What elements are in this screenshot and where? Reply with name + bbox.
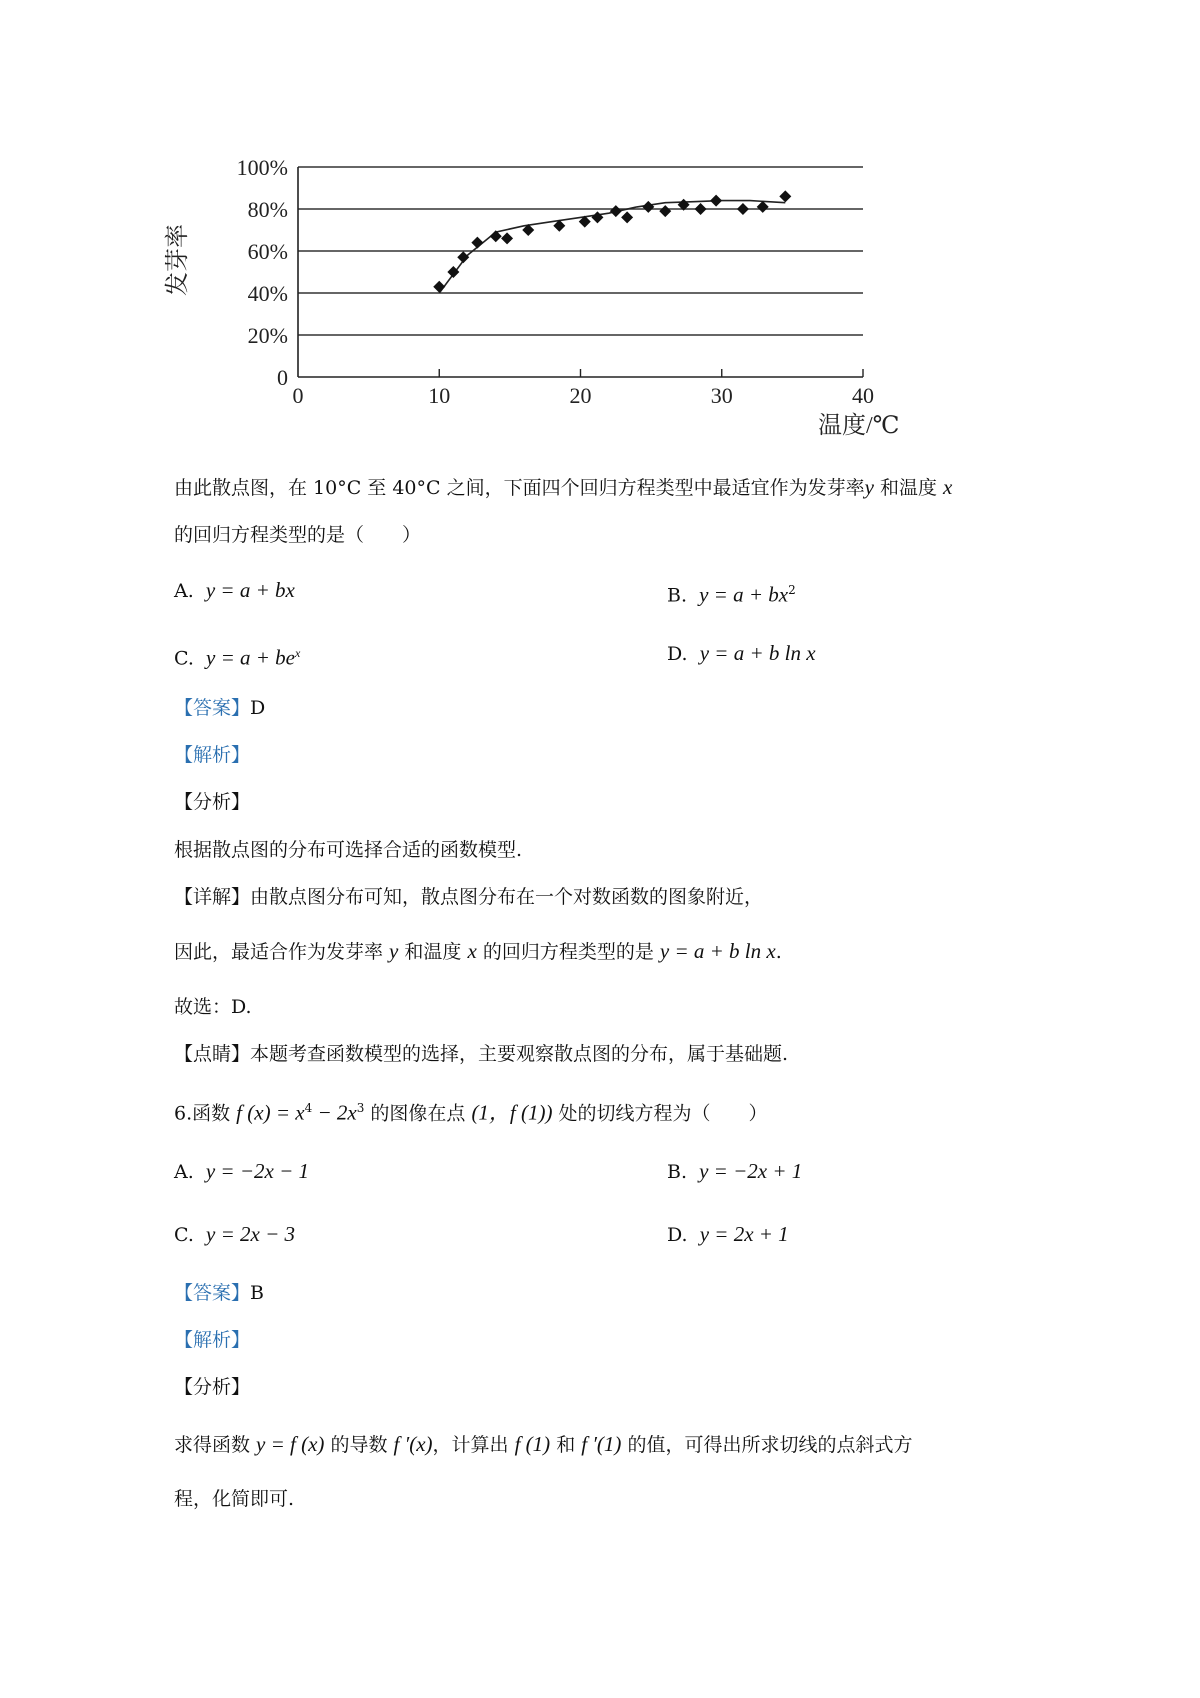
data-point bbox=[737, 203, 749, 215]
q5-fenxi-text: 根据散点图的分布可选择合适的函数模型. bbox=[174, 839, 523, 861]
y-tick-label: 20% bbox=[247, 323, 288, 348]
chart-axes bbox=[298, 167, 863, 377]
q5-option-b: B. $y = a + bx^2$ bbox=[667, 582, 796, 607]
y-tick-label: 80% bbox=[247, 197, 288, 222]
q5-analysis-tag: 【解析】 bbox=[174, 744, 251, 766]
q6-option-d: D. y = 2x + 1 bbox=[667, 1222, 789, 1246]
data-point bbox=[591, 211, 603, 223]
data-point bbox=[501, 232, 513, 244]
x-tick-label: 30 bbox=[710, 383, 733, 408]
data-point bbox=[433, 281, 445, 293]
q6-option-c: C. y = 2x − 3 bbox=[174, 1222, 295, 1246]
q5-detail: 【详解】由散点图分布可知，散点图分布在一个对数函数的图象附近， bbox=[174, 886, 764, 908]
data-point bbox=[621, 211, 633, 223]
data-points bbox=[433, 190, 791, 292]
q6-fenxi-text: 求得函数 y = f (x) 的导数 f ′(x)，计算出 f (1) 和 f ′(1) 的值，可得出所求切线的点斜式方 bbox=[174, 1432, 913, 1456]
y-axis-label: 发芽率 bbox=[165, 224, 191, 296]
data-point bbox=[659, 205, 671, 217]
data-point bbox=[471, 237, 483, 249]
q5-detail-line2: 因此，最适合作为发芽率 y 和温度 x 的回归方程类型的是 y = a + b ln x. bbox=[174, 939, 782, 963]
y-tick-label: 100% bbox=[236, 155, 288, 180]
q5-option-d: D. y = a + b ln x bbox=[667, 641, 816, 665]
data-point bbox=[779, 190, 791, 202]
germination-scatter-chart bbox=[160, 150, 1010, 455]
q6-option-a: A. y = −2x − 1 bbox=[174, 1159, 310, 1183]
data-point bbox=[490, 230, 502, 242]
q6-stem: 6.函数 f $(x) = x^4 - 2x^3$ 的图像在点 (1，f (1)) 处的切线方程为（ ） bbox=[174, 1100, 768, 1125]
q5-answer: 【答案】D bbox=[174, 697, 266, 719]
x-tick-label: 20 bbox=[569, 383, 592, 408]
data-point bbox=[457, 251, 469, 263]
x-tick-labels bbox=[293, 383, 875, 408]
q5-fenxi-tag: 【分析】 bbox=[174, 791, 251, 813]
x-tick-label: 40 bbox=[852, 383, 874, 408]
data-point bbox=[695, 203, 707, 215]
data-point bbox=[710, 195, 722, 207]
q5-stem-line2: 的回归方程类型的是（ ） bbox=[174, 524, 422, 546]
data-point bbox=[757, 201, 769, 213]
data-point bbox=[642, 201, 654, 213]
x-axis-label: 温度/℃ bbox=[818, 413, 900, 439]
y-tick-labels bbox=[237, 155, 288, 390]
q5-stem-line1: 由此散点图，在 10°C 至 40°C 之间，下面四个回归方程类型中最适宜作为发芽率y 和温度 x bbox=[174, 475, 953, 499]
data-point bbox=[610, 205, 622, 217]
q6-fenxi-tag: 【分析】 bbox=[174, 1376, 251, 1398]
y-tick-label: 40% bbox=[247, 281, 288, 306]
y-tick-label: 0 bbox=[277, 365, 288, 390]
horizontal-gridlines bbox=[298, 167, 863, 335]
x-tick-label: 10 bbox=[428, 383, 451, 408]
q5-choose: 故选：D. bbox=[174, 996, 252, 1018]
y-tick-label: 60% bbox=[247, 239, 288, 264]
x-tick-label: 0 bbox=[292, 383, 304, 408]
q5-option-a: A. y = a + bx bbox=[174, 578, 295, 602]
q6-answer: 【答案】B bbox=[174, 1282, 264, 1304]
q6-fenxi-line2: 程，化简即可. bbox=[174, 1488, 295, 1510]
q6-option-b: B. y = −2x + 1 bbox=[667, 1159, 803, 1183]
q5-review: 【点睛】本题考查函数模型的选择，主要观察散点图的分布，属于基础题. bbox=[174, 1043, 789, 1065]
fitted-curve bbox=[439, 201, 785, 293]
q6-analysis-tag: 【解析】 bbox=[174, 1329, 251, 1351]
q5-option-c: C. $y = a + be^x$ bbox=[174, 645, 301, 670]
